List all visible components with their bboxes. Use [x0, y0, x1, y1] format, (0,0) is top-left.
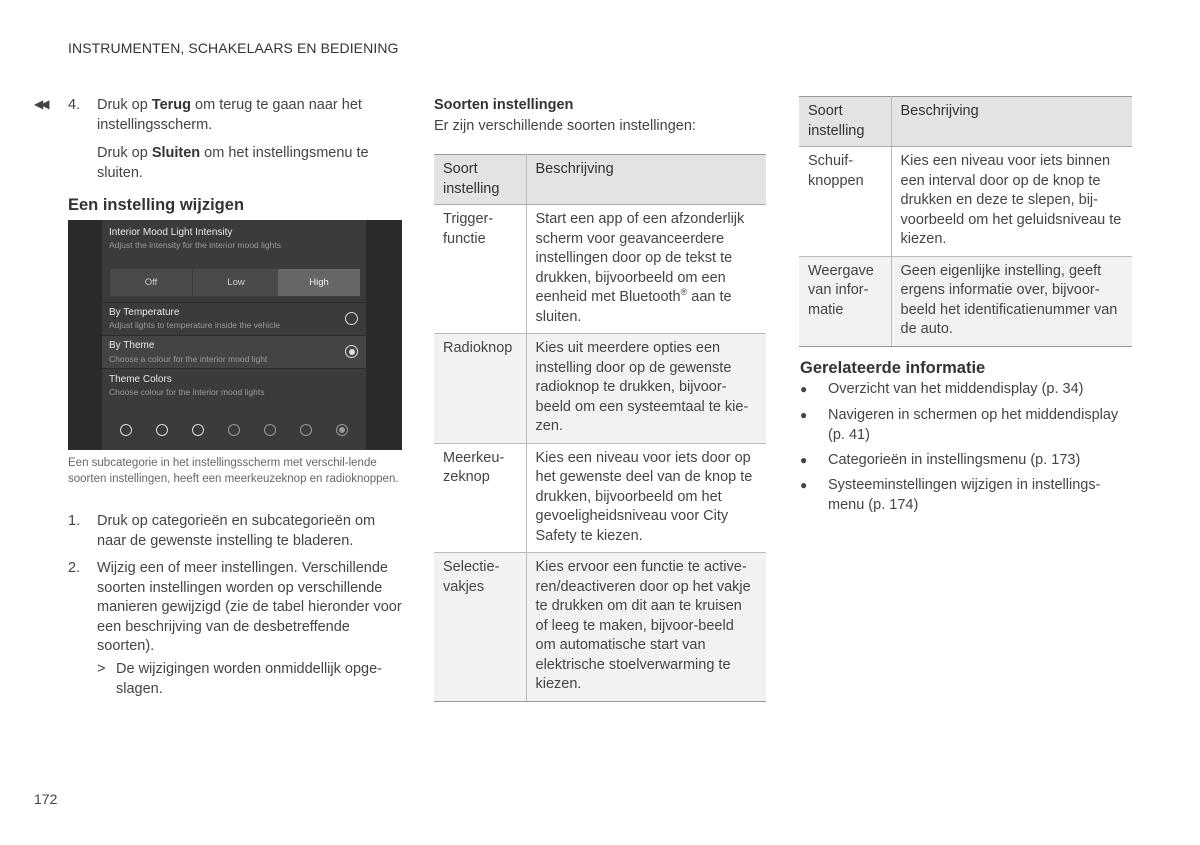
color-circle-selected-icon: [336, 424, 348, 436]
divider: [102, 368, 366, 369]
step-text: Druk op Sluiten om het instellingsmenu te sluiten.: [97, 145, 369, 181]
row-title: By Temperature: [109, 307, 180, 318]
related-heading: Gerelateerde informatie: [800, 359, 986, 377]
step-4-sub: [68, 144, 408, 184]
column-header: Soort instelling: [799, 97, 891, 147]
intro-text: Er zijn verschillende soorten instellingen:: [434, 118, 696, 134]
related-link[interactable]: ● Categorieën in instellingsmenu (p. 173): [800, 451, 1135, 471]
description-cell: Kies een niveau voor iets binnen een interval door op de knop te drukken en deze te slepen, bij-voorbeeld om het geluidsniveau te kiezen.: [891, 147, 1132, 257]
bold-term: Sluiten: [151, 145, 201, 161]
related-link[interactable]: ● Navigeren in schermen op het middendisplay (p. 41): [800, 407, 1119, 443]
table-row: [434, 334, 766, 444]
color-circle-icon: [192, 424, 204, 436]
step-text: Druk op Terug om terug te gaan naar het instellingsscherm.: [97, 97, 362, 133]
page-number: 172: [34, 791, 58, 807]
table-header-row: [434, 155, 766, 205]
color-circle-icon: [156, 424, 168, 436]
column-header: Beschrijving: [891, 97, 1132, 147]
step-1: [68, 512, 408, 552]
type-cell: Meerkeu-zeknop: [434, 443, 526, 553]
color-circle-icon: [120, 424, 132, 436]
description-cell: Kies ervoor een functie te active-ren/deactiveren door op het vakje te drukken om dit aan te kruisen of leeg te maken, bijvoor-beeld om automatische start van elektrische stoelverwarming te kiezen.: [526, 553, 766, 702]
row-subtitle: Choose colour for the interior mood lights: [109, 387, 265, 397]
type-cell: Schuif-knoppen: [799, 147, 891, 257]
registered-mark: ®: [680, 287, 688, 298]
step-number: 1.: [68, 513, 81, 529]
description-cell: Start een app of een afzonderlijk scherm voor geavanceerdere instellingen door op de tekst te drukken, bijvoorbeeld om een eenheid met Bluetooth® aan te sluiten.: [526, 205, 766, 334]
column-header: Soort instelling: [434, 155, 526, 205]
figure-caption: Een subcategorie in het instellingsscherm met verschil-lende soorten instellingen, heeft een meerkeuzeknop en radioknoppen.: [68, 457, 399, 485]
table-row: [434, 205, 766, 334]
table-row: [799, 256, 1132, 346]
row-subtitle: Choose a colour for the interior mood light: [109, 354, 268, 364]
bullet-icon: ●: [800, 382, 808, 396]
row-subtitle: Adjust lights to temperature inside the vehicle: [109, 320, 281, 330]
section-heading: Een instelling wijzigen: [68, 196, 245, 214]
bold-term: Terug: [151, 97, 192, 113]
bullet-icon: ●: [800, 453, 808, 467]
bullet-icon: ●: [800, 408, 808, 422]
multichoice-button: [110, 269, 360, 296]
description-cell: Kies een niveau voor iets door op het gewenste deel van de knop te drukken, bijvoorbeeld om het gevoeligheidsniveau voor City Safety te kiezen.: [526, 443, 766, 553]
type-cell: Radioknop: [434, 334, 526, 444]
result-text: De wijzigingen worden onmiddellijk opge-slagen.: [116, 661, 382, 697]
section-heading: Soorten instellingen: [434, 97, 574, 113]
radio-icon: [345, 312, 358, 325]
description-cell: Kies uit meerdere opties een instelling door op de gewenste radioknop te drukken, bijvoor-beeld om een systeemtaal te kie-zen.: [526, 334, 766, 444]
radio-checked-icon: [345, 345, 358, 358]
row-title: By Theme: [109, 340, 155, 351]
result-marker: >: [97, 661, 106, 677]
screenshot-subtitle: Adjust the intensity for the interior mood lights: [109, 240, 281, 250]
type-cell: Trigger-functie: [434, 205, 526, 334]
step-number: 4.: [68, 97, 81, 113]
table-row: [434, 443, 766, 553]
related-link[interactable]: ● Systeeminstellingen wijzigen in instellings-menu (p. 174): [800, 477, 1101, 513]
settings-types-table: [434, 154, 766, 702]
settings-screenshot: [68, 220, 402, 450]
step-text: Wijzig een of meer instellingen. Verschillende soorten instellingen worden op verschillende manieren gewijzigd (zie de tabel hieronder voor een beschrijving van de desbetreffende soorten).: [97, 560, 402, 654]
option-low: Low: [192, 269, 279, 296]
step-4: [68, 96, 408, 136]
settings-types-table-continued: [799, 96, 1132, 347]
divider: [102, 302, 366, 303]
page-header: INSTRUMENTEN, SCHAKELAARS EN BEDIENING: [68, 40, 399, 56]
related-link[interactable]: ● Overzicht van het middendisplay (p. 34): [800, 380, 1135, 400]
column-header: Beschrijving: [526, 155, 766, 205]
color-circle-icon: [300, 424, 312, 436]
table-header-row: [799, 97, 1132, 147]
row-title: Theme Colors: [109, 374, 172, 385]
step-text: Druk op categorieën en subcategorieën om naar de gewenste instelling te bladeren.: [97, 513, 376, 549]
option-off: Off: [144, 277, 158, 288]
double-left-triangle-icon: ◀◀: [34, 97, 47, 111]
step-number: 2.: [68, 560, 81, 576]
table-row: [434, 553, 766, 702]
screenshot-title: Interior Mood Light Intensity: [109, 227, 233, 238]
description-cell: Geen eigenlijke instelling, geeft ergens informatie over, bijvoor-beeld het identificatienummer van de auto.: [891, 256, 1132, 346]
type-cell: Selectie-vakjes: [434, 553, 526, 702]
step-2: [68, 559, 408, 659]
color-circle-icon: [228, 424, 240, 436]
bullet-icon: ●: [800, 478, 808, 492]
table-row: [799, 147, 1132, 257]
step-result: [68, 660, 408, 700]
color-circle-icon: [264, 424, 276, 436]
type-cell: Weergave van infor-matie: [799, 256, 891, 346]
option-high: High: [278, 269, 360, 296]
